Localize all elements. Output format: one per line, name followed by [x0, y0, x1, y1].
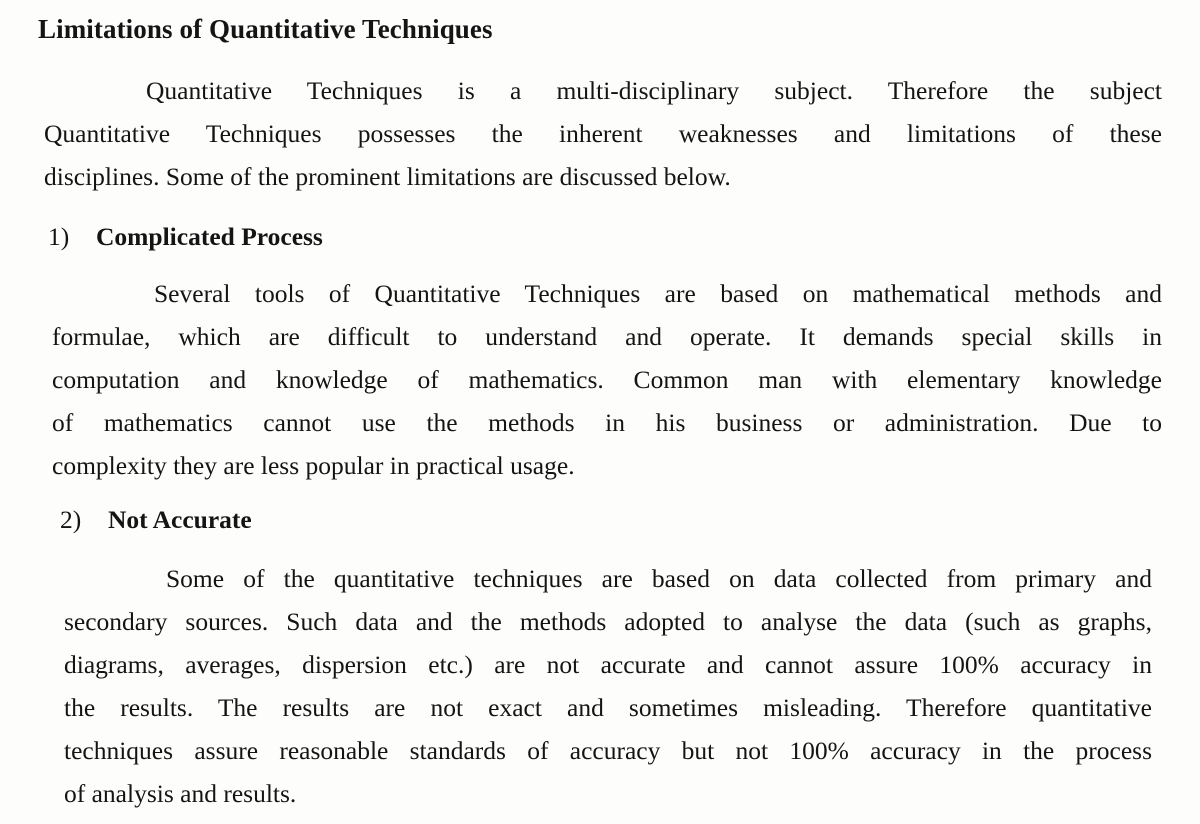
- paragraph-line: Some of the quantitative techniques are based on data collected from primary and: [166, 564, 1152, 593]
- paragraph-line: Quantitative Techniques possesses the inherent weaknesses and limitations of these: [44, 119, 1162, 148]
- section-heading-text: Not Accurate: [108, 505, 252, 534]
- intro-paragraph: [44, 69, 1162, 198]
- page-title: Limitations of Quantitative Techniques: [38, 14, 493, 44]
- section-paragraph-not-accurate: [64, 557, 1152, 815]
- paragraph-line: techniques assure reasonable standards of accuracy but not 100% accuracy in the process: [64, 736, 1152, 765]
- section-number: 2): [60, 505, 82, 534]
- section-heading-text: Complicated Process: [96, 222, 323, 251]
- paragraph-line: Several tools of Quantitative Techniques are based on mathematical methods and: [154, 279, 1162, 308]
- paragraph-line: of mathematics cannot use the methods in his business or administration. Due to: [52, 408, 1162, 437]
- section-number: 1): [48, 222, 70, 251]
- paragraph-line: disciplines. Some of the prominent limitations are discussed below.: [44, 162, 731, 191]
- paragraph-line: diagrams, averages, dispersion etc.) are not accurate and cannot assure 100% accuracy in: [64, 650, 1152, 679]
- paragraph-line: formulae, which are difficult to understand and operate. It demands special skills in: [52, 322, 1162, 351]
- paragraph-line: computation and knowledge of mathematics. Common man with elementary knowledge: [52, 365, 1162, 394]
- paragraph-line: secondary sources. Such data and the methods adopted to analyse the data (such as graphs,: [64, 607, 1152, 636]
- paragraph-line: the results. The results are not exact and sometimes misleading. Therefore quantitative: [64, 693, 1152, 722]
- section-heading-complicated-process: [48, 222, 323, 252]
- section-paragraph-complicated-process: [52, 272, 1162, 487]
- paragraph-line: Quantitative Techniques is a multi-disciplinary subject. Therefore the subject: [146, 76, 1162, 105]
- paragraph-line: of analysis and results.: [64, 779, 297, 808]
- section-heading-not-accurate: [60, 505, 252, 535]
- paragraph-line: complexity they are less popular in practical usage.: [52, 451, 575, 480]
